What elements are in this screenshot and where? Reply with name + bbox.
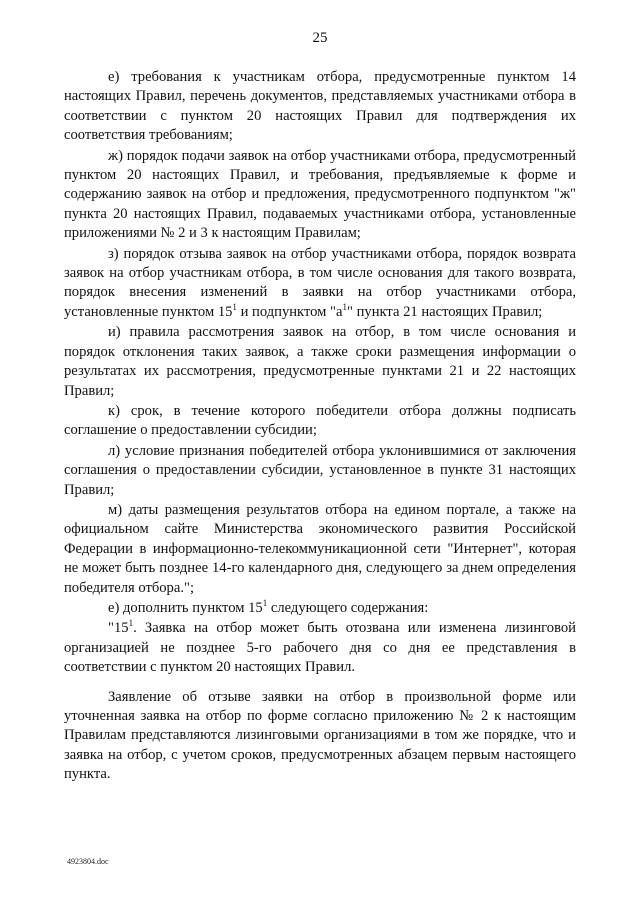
paragraph-text: з) порядок отзыва заявок на отбор участниками отбора, порядок возврата заявок на отбор участникам отбора, в том числе основания для такого возврата, порядок внесения изменений в заявки на отбор участниками отбора, установленные пунктом 15	[64, 245, 576, 320]
paragraph-k	[64, 402, 576, 441]
paragraph-text: " пункта 21 настоящих Правил;	[346, 303, 543, 320]
paragraph-text: и подпунктом "а	[236, 303, 343, 320]
paragraph-zh	[64, 147, 576, 244]
superscript: 1	[128, 618, 134, 629]
paragraph-text: ж) порядок подачи заявок на отбор участниками отбора, предусмотренный пунктом 20 настоящих Правил, и требования, предъявляемые к форме и содержанию заявок на отбор и предложения, предусмотренного подпунктом "ж" пункта 20 настоящих Правил, подаваемых участниками отбора, установленные приложениями № 2 и 3 к настоящим Правилам;	[64, 147, 576, 242]
paragraph-text: е) дополнить пунктом 15	[108, 599, 263, 616]
paragraph-z	[64, 245, 576, 323]
paragraph-statement	[64, 688, 576, 785]
paragraph-15-1	[64, 619, 576, 677]
document-body	[64, 68, 576, 785]
paragraph-text: "15	[108, 620, 129, 637]
paragraph-add-15-1	[64, 599, 576, 618]
paragraph-text: Заявление об отзыве заявки на отбор в произвольной форме или уточненная заявка на отбор по форме согласно приложению № 2 к настоящим Правилам представляются лизинговыми организациями в том же порядке, что и заявка на отбор, с учетом сроков, предусмотренных абзацем первым настоящего пункта.	[64, 688, 576, 783]
paragraph-i	[64, 323, 576, 401]
paragraph-m	[64, 501, 576, 598]
paragraph-text: следующего содержания:	[267, 599, 429, 616]
document-id: 4923804.doc	[67, 857, 109, 866]
paragraph-e	[64, 68, 576, 146]
paragraph-text: к) срок, в течение которого победители отбора должны подписать соглашение о предоставлении субсидии;	[64, 402, 576, 439]
paragraph-text: л) условие признания победителей отбора уклонившимися от заключения соглашения о предоставлении субсидии, установленное в пункте 31 настоящих Правил;	[64, 442, 576, 498]
paragraph-text: и) правила рассмотрения заявок на отбор, в том числе основания и порядок отклонения таких заявок, а также сроки размещения информации о результатах их рассмотрения, предусмотренные пунктами 21 и 22 настоящих Правил;	[64, 324, 576, 399]
page-number: 25	[312, 30, 328, 46]
paragraph-text: м) даты размещения результатов отбора на едином портале, а также на официальном сайте Министерства экономического развития Российской Федерации в информационно-телекоммуникационной сети "Интернет", которая не может быть позднее 14-го календарного дня, следующего за днем определения победителя отбора.";	[64, 501, 576, 596]
paragraph-text: е) требования к участникам отбора, предусмотренные пунктом 14 настоящих Правил, перечень документов, представляемых участниками отбора в соответствии с пунктом 20 настоящих Правил для подтверждения их соответствия требованиям;	[64, 69, 576, 144]
paragraph-text: . Заявка на отбор может быть отозвана или изменена лизинговой организацией не позднее 5-го рабочего дня со дня ее представления в соответствии с пунктом 20 настоящих Правил.	[64, 620, 576, 676]
superscript: 1	[342, 301, 347, 312]
superscript: 1	[232, 301, 237, 312]
paragraph-l	[64, 442, 576, 500]
superscript: 1	[262, 597, 268, 608]
